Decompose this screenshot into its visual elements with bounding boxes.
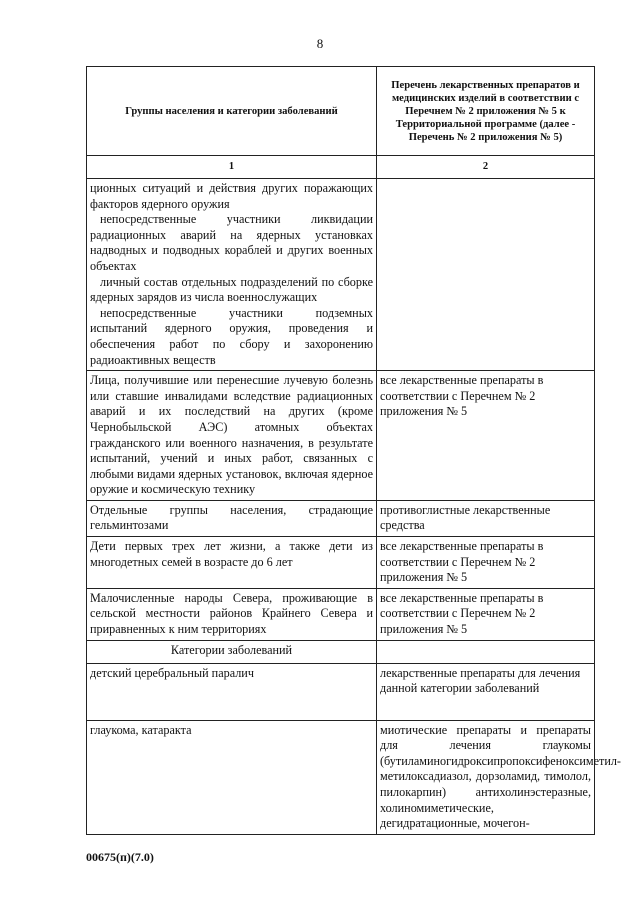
table-row xyxy=(87,179,595,371)
table-row xyxy=(87,537,595,589)
table-row xyxy=(87,371,595,501)
header-medication-list: Перечень лекарственных препаратов и медицинских изделий в соответствии с Перечнем № 2 приложения № 5 к Территориальной программе (далее - Перечень № 2 приложения № 5) xyxy=(377,67,595,156)
medication-cell: все лекарственные препараты в соответствии с Перечнем № 2 приложения № 5 xyxy=(377,537,595,589)
table-row xyxy=(87,588,595,640)
medication-cell: все лекарственные препараты в соответствии с Перечнем № 2 приложения № 5 xyxy=(377,371,595,501)
column-number-1: 1 xyxy=(87,156,377,179)
population-item: личный состав отдельных подразделений по сборке ядерных зарядов из числа военнослужащих xyxy=(90,274,373,305)
population-item: непосредственные участники подземных испытаний ядерного оружия, проведения и обеспечения работ по сбору и захоронению радиоактивных веществ xyxy=(90,305,373,367)
population-cell: Дети первых трех лет жизни, а также дети из многодетных семей в возрасте до 6 лет xyxy=(87,537,377,589)
table-row xyxy=(87,663,595,720)
population-cell: Отдельные группы населения, страдающие гельминтозами xyxy=(87,500,377,536)
header-population-groups: Группы населения и категории заболеваний xyxy=(87,67,377,156)
medication-cell: противоглистные лекарственные средства xyxy=(377,500,595,536)
medication-cell xyxy=(377,179,595,371)
table-row xyxy=(87,500,595,536)
section-row xyxy=(87,640,595,663)
table-row xyxy=(87,720,595,834)
column-number-2: 2 xyxy=(377,156,595,179)
medication-cell xyxy=(377,640,595,663)
population-cell: Малочисленные народы Севера, проживающие в сельской местности районов Крайнего Севера и приравненных к ним территориях xyxy=(87,588,377,640)
disease-cell: детский церебральный паралич xyxy=(87,663,377,720)
population-item: непосредственные участники ликвидации радиационных аварий на ядерных установках надводных и подводных кораблей и других военных объектах xyxy=(90,212,373,273)
page-number: 8 xyxy=(316,36,324,51)
document-code: 00675(п)(7.0) xyxy=(86,850,154,864)
medication-list-table xyxy=(86,66,621,835)
column-number-row xyxy=(87,156,595,179)
medication-cell: миотические препараты и препараты для лечения глаукомы (бутиламиногидроксипропоксифеноксиметил-метилоксадиазол, дорзоламид, тимолол, пилокарпин) антихолинэстеразные, холиномиметические, дегидратационные, мочегон- xyxy=(377,720,595,834)
population-cell: Лица, получившие или перенесшие лучевую болезнь или ставшие инвалидами вследствие радиационных аварий и их последствий на других (кроме Чернобыльской АЭС) атомных объектах гражданского или военного назначения, в результате испытаний, учений и иных работ, связанных с любыми видами ядерных установок, включая ядерное оружие и космическую технику xyxy=(87,371,377,501)
table-header-row xyxy=(87,67,595,156)
section-title: Категории заболеваний xyxy=(87,640,377,663)
medication-cell: все лекарственные препараты в соответствии с Перечнем № 2 приложения № 5 xyxy=(377,588,595,640)
disease-cell: глаукома, катаракта xyxy=(87,720,377,834)
medication-cell: лекарственные препараты для лечения данной категории заболеваний xyxy=(377,663,595,720)
continued-text: ционных ситуаций и действия других поражающих факторов ядерного оружия xyxy=(90,181,373,211)
population-cell xyxy=(87,179,377,371)
